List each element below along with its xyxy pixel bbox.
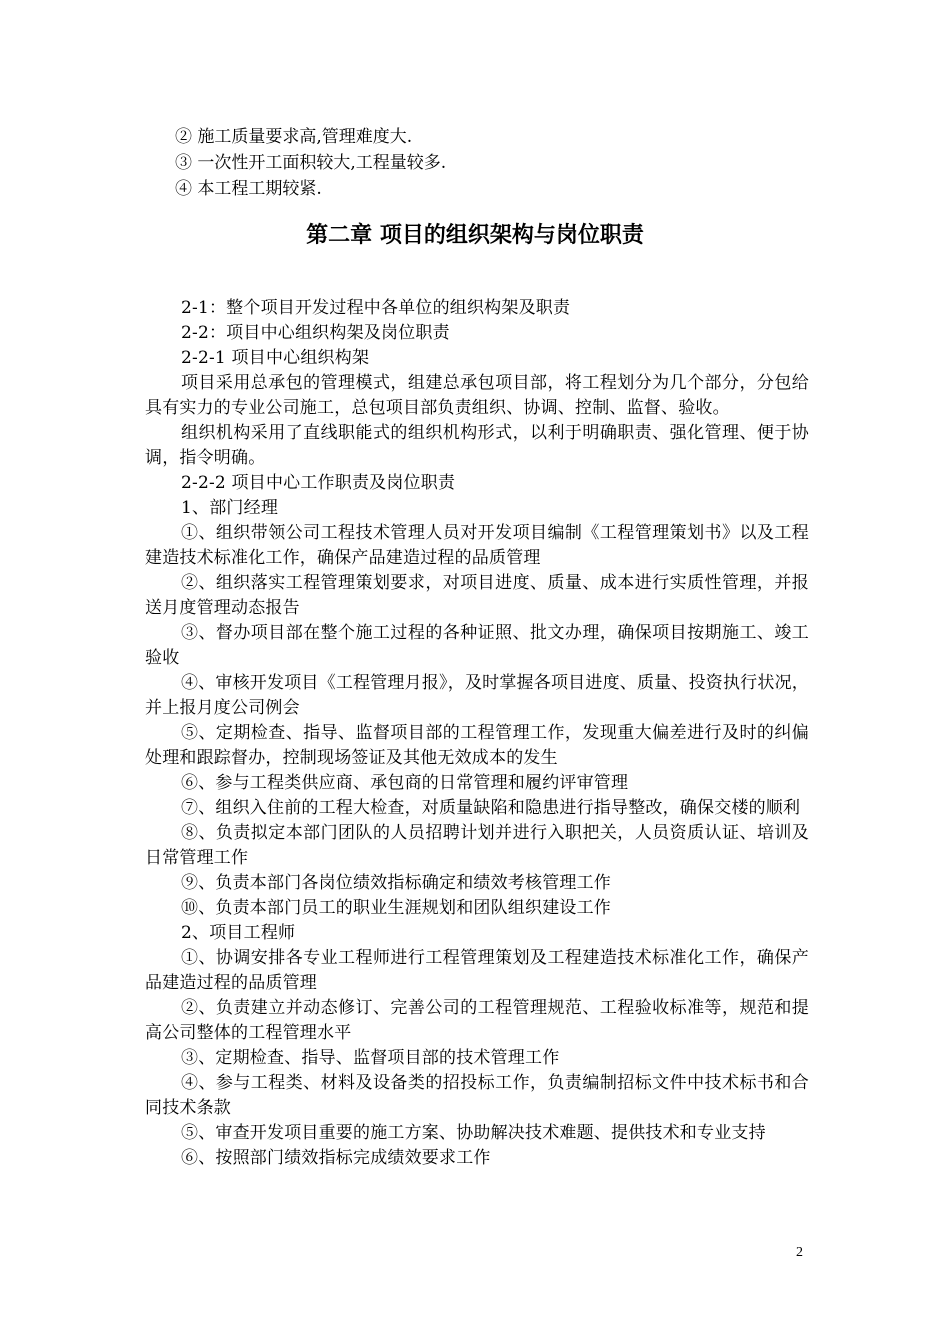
section-project-engineer: 2、项目工程师: [181, 923, 296, 943]
list-item: ⑥、参与工程类供应商、承包商的日常管理和履约评审管理: [181, 773, 629, 793]
chapter-title: 第二章 项目的组织架构与岗位职责: [306, 223, 644, 248]
intro-item: ③ 一次性开工面积较大,工程量较多.: [175, 153, 447, 173]
intro-item: ④ 本工程工期较紧.: [175, 179, 322, 199]
paragraph: 组织机构采用了直线职能式的组织机构形式，以利于明确职责、强化管理、便于协调，指令明确。: [145, 423, 809, 468]
intro-list: [175, 124, 446, 202]
page-number: 2: [796, 1245, 803, 1260]
list-item: ⑦、组织入住前的工程大检查，对质量缺陷和隐患进行指导整改，确保交楼的顺利: [181, 798, 801, 818]
list-item: ⑥、按照部门绩效指标完成绩效要求工作: [181, 1148, 491, 1168]
list-item: ①、组织带领公司工程技术管理人员对开发项目编制《工程管理策划书》以及工程建造技术标准化工作，确保产品建造过程的品质管理: [145, 523, 809, 568]
list-item: ⑩、负责本部门员工的职业生涯规划和团队组织建设工作: [181, 898, 611, 918]
list-item: ⑤、审查开发项目重要的施工方案、协助解决技术难题、提供技术和专业支持: [181, 1123, 766, 1143]
list-item: ⑨、负责本部门各岗位绩效指标确定和绩效考核管理工作: [181, 873, 611, 893]
heading-2-2-2: 2-2-2 项目中心工作职责及岗位职责: [181, 473, 456, 493]
list-item: ⑧、负责拟定本部门团队的人员招聘计划并进行入职把关，人员资质认证、培训及日常管理工作: [145, 823, 809, 868]
list-item: ④、审核开发项目《工程管理月报》，及时掌握各项目进度、质量、投资执行状况，并上报月度公司例会: [145, 673, 809, 718]
list-item: ②、组织落实工程管理策划要求，对项目进度、质量、成本进行实质性管理，并报送月度管理动态报告: [145, 573, 809, 618]
list-item: ④、参与工程类、材料及设备类的招投标工作，负责编制招标文件中技术标书和合同技术条款: [145, 1073, 809, 1118]
list-item: ⑤、定期检查、指导、监督项目部的工程管理工作，发现重大偏差进行及时的纠偏处理和跟踪督办，控制现场签证及其他无效成本的发生: [145, 723, 809, 768]
body-text: [145, 296, 809, 1171]
list-item: ①、协调安排各专业工程师进行工程管理策划及工程建造技术标准化工作，确保产品建造过程的品质管理: [145, 948, 809, 993]
section-dept-manager: 1、部门经理: [181, 498, 279, 518]
heading-2-2-1: 2-2-1 项目中心组织构架: [181, 348, 370, 368]
list-item: ③、督办项目部在整个施工过程的各种证照、批文办理，确保项目按期施工、竣工验收: [145, 623, 809, 668]
heading-2-1: 2-1：整个项目开发过程中各单位的组织构架及职责: [181, 298, 571, 318]
paragraph: 项目采用总承包的管理模式，组建总承包项目部，将工程划分为几个部分，分包给具有实力的专业公司施工，总包项目部负责组织、协调、控制、监督、验收。: [145, 373, 809, 418]
intro-item: ② 施工质量要求高,管理难度大.: [175, 127, 413, 147]
heading-2-2: 2-2：项目中心组织构架及岗位职责: [181, 323, 450, 343]
list-item: ②、负责建立并动态修订、完善公司的工程管理规范、工程验收标准等，规范和提高公司整体的工程管理水平: [145, 998, 809, 1043]
list-item: ③、定期检查、指导、监督项目部的技术管理工作: [181, 1048, 560, 1068]
